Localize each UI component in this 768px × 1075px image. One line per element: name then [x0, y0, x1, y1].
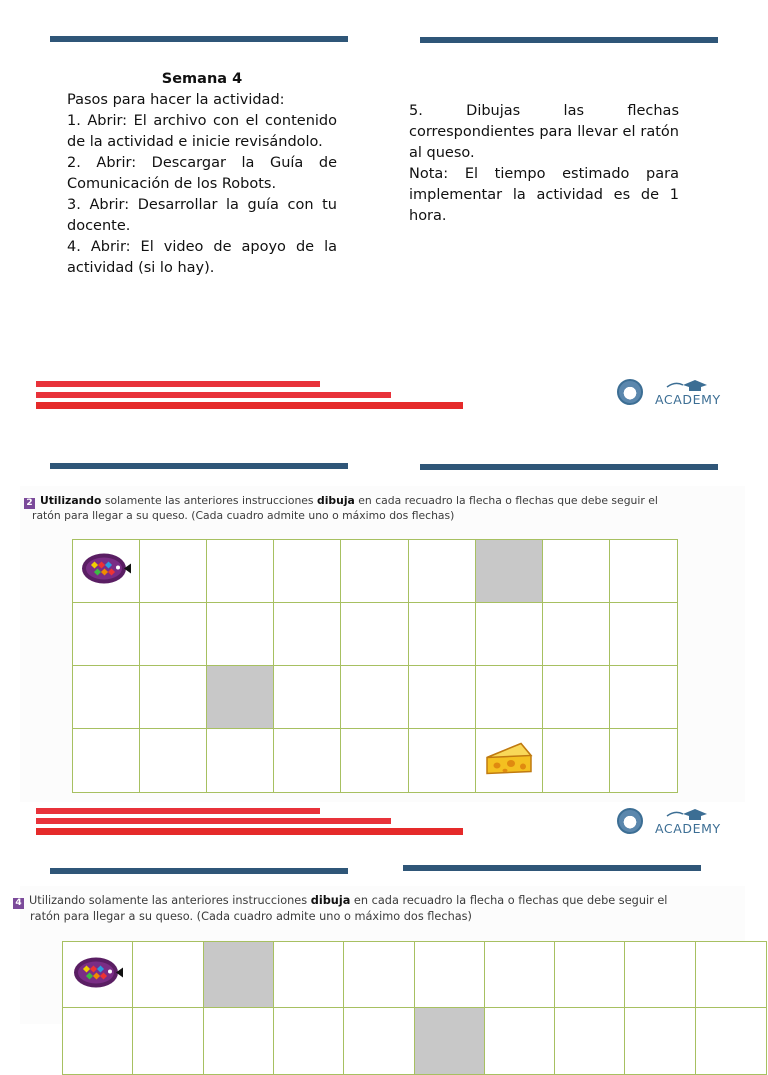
academy-logo-2	[617, 806, 721, 836]
grid-cell[interactable]	[696, 1008, 766, 1074]
grid-cell[interactable]	[409, 603, 476, 666]
grid-cell[interactable]	[341, 729, 408, 792]
exercise-4-instruction	[13, 893, 667, 909]
exercise-4-bold: dibuja	[310, 894, 351, 907]
header-bar-right	[420, 37, 718, 43]
exercise-4-text-1: Utilizando solamente las anteriores instrucciones	[29, 894, 311, 907]
grid-cell[interactable]	[543, 540, 610, 603]
grid-cell[interactable]	[73, 603, 140, 666]
grid-cell[interactable]	[485, 1008, 555, 1074]
academy-brand-text: ACADEMY	[655, 820, 721, 836]
header-bar-left	[50, 36, 348, 42]
grid-cell[interactable]	[73, 666, 140, 729]
grid-cell[interactable]	[274, 1008, 344, 1074]
academy-brand	[655, 379, 721, 406]
grid-cell[interactable]	[274, 540, 341, 603]
grid-cell[interactable]	[207, 540, 274, 603]
grid-cell[interactable]	[610, 666, 677, 729]
mouse-robot-icon	[72, 955, 124, 994]
header-bar-left-3	[50, 868, 348, 874]
time-note: Nota: El tiempo estimado para implementar la actividad es de 1 hora.	[409, 166, 679, 224]
instruction-step-4: 4. Abrir: El video de apoyo de la actividad (si lo hay).	[67, 239, 337, 276]
grid-cell[interactable]	[543, 729, 610, 792]
instructions-intro: Pasos para hacer la actividad:	[67, 92, 285, 108]
grid-cell[interactable]	[543, 666, 610, 729]
exercise-2-instruction-line-2: ratón para llegar a su queso. (Cada cuadro admite uno o máximo dos flechas)	[32, 509, 455, 522]
mouse-robot-icon	[80, 552, 132, 591]
grid-cell-blocked[interactable]	[415, 1008, 485, 1074]
footer-red-bar-2	[36, 392, 391, 398]
academy-seal-icon	[617, 808, 643, 834]
grid-cell[interactable]	[63, 942, 133, 1008]
week-title: Semana 4	[161, 71, 243, 87]
footer-red-bar-1	[36, 381, 320, 387]
grid-cell[interactable]	[274, 729, 341, 792]
grid-cell-blocked[interactable]	[207, 666, 274, 729]
grid-cell[interactable]	[274, 666, 341, 729]
maze-grid-1	[72, 539, 678, 793]
instruction-step-2: 2. Abrir: Descargar la Guía de Comunicación de los Robots.	[67, 155, 337, 192]
grid-cell[interactable]	[476, 729, 543, 792]
grid-cell[interactable]	[274, 942, 344, 1008]
grid-cell[interactable]	[204, 1008, 274, 1074]
grid-cell-blocked[interactable]	[476, 540, 543, 603]
grid-cell[interactable]	[344, 1008, 414, 1074]
footer-red-bar-5	[36, 818, 391, 824]
grid-cell[interactable]	[485, 942, 555, 1008]
exercise-4-instruction-line-2: ratón para llegar a su queso. (Cada cuadro admite uno o máximo dos flechas)	[30, 910, 472, 923]
grid-cell[interactable]	[625, 942, 695, 1008]
grid-cell[interactable]	[409, 666, 476, 729]
grid-cell[interactable]	[133, 1008, 203, 1074]
grid-cell[interactable]	[476, 666, 543, 729]
grid-cell[interactable]	[140, 603, 207, 666]
grid-cell[interactable]	[73, 729, 140, 792]
grid-cell[interactable]	[140, 729, 207, 792]
academy-brand	[655, 808, 721, 835]
grid-cell[interactable]	[274, 603, 341, 666]
grid-cell[interactable]	[133, 942, 203, 1008]
exercise-number-badge: 2	[24, 498, 35, 509]
grid-cell[interactable]	[555, 1008, 625, 1074]
grid-cell[interactable]	[63, 1008, 133, 1074]
footer-red-bar-6	[36, 828, 463, 835]
grid-cell[interactable]	[140, 540, 207, 603]
grid-cell[interactable]	[409, 729, 476, 792]
grid-cell-blocked[interactable]	[204, 942, 274, 1008]
maze-grid-2	[62, 941, 767, 1075]
instruction-step-3: 3. Abrir: Desarrollar la guía con tu docente.	[67, 197, 337, 234]
instructions-right-column	[409, 101, 679, 227]
header-bar-right-2	[420, 464, 718, 470]
grid-cell[interactable]	[696, 942, 766, 1008]
grid-cell[interactable]	[344, 942, 414, 1008]
grid-cell[interactable]	[555, 942, 625, 1008]
grid-cell[interactable]	[207, 603, 274, 666]
exercise-2-text-2: en cada recuadro la flecha o flechas que debe seguir el	[354, 494, 658, 507]
exercise-4-text-2: en cada recuadro la flecha o flechas que debe seguir el	[350, 894, 668, 907]
mortarboard-icon	[665, 379, 711, 393]
academy-brand-text: ACADEMY	[655, 391, 721, 407]
grid-cell[interactable]	[610, 540, 677, 603]
grid-cell[interactable]	[341, 666, 408, 729]
grid-cell[interactable]	[207, 729, 274, 792]
grid-cell[interactable]	[625, 1008, 695, 1074]
cheese-icon	[485, 741, 533, 780]
grid-cell[interactable]	[140, 666, 207, 729]
instruction-step-1: 1. Abrir: El archivo con el contenido de la actividad e inicie revisándolo.	[67, 113, 337, 150]
instruction-step-5: 5. Dibujas las flechas correspondientes para llevar el ratón al queso.	[409, 103, 679, 161]
footer-red-bar-4	[36, 808, 320, 814]
academy-logo	[617, 377, 721, 407]
exercise-2-text-1: solamente las anteriores instrucciones	[101, 494, 317, 507]
grid-cell[interactable]	[73, 540, 140, 603]
grid-cell[interactable]	[415, 942, 485, 1008]
header-bar-left-2	[50, 463, 348, 469]
exercise-number-badge: 4	[13, 898, 24, 909]
grid-cell[interactable]	[543, 603, 610, 666]
grid-cell[interactable]	[341, 603, 408, 666]
grid-cell[interactable]	[610, 603, 677, 666]
exercise-2-bold-2: dibuja	[317, 494, 355, 507]
header-bar-right-3	[403, 865, 701, 871]
grid-cell[interactable]	[409, 540, 476, 603]
grid-cell[interactable]	[476, 603, 543, 666]
instructions-left-column	[67, 69, 337, 279]
exercise-2-bold-1: Utilizando	[40, 494, 102, 507]
mortarboard-icon	[665, 808, 711, 822]
exercise-2-instruction	[24, 493, 658, 509]
academy-seal-icon	[617, 379, 643, 405]
grid-cell[interactable]	[610, 729, 677, 792]
grid-cell[interactable]	[341, 540, 408, 603]
footer-red-bar-3	[36, 402, 463, 409]
